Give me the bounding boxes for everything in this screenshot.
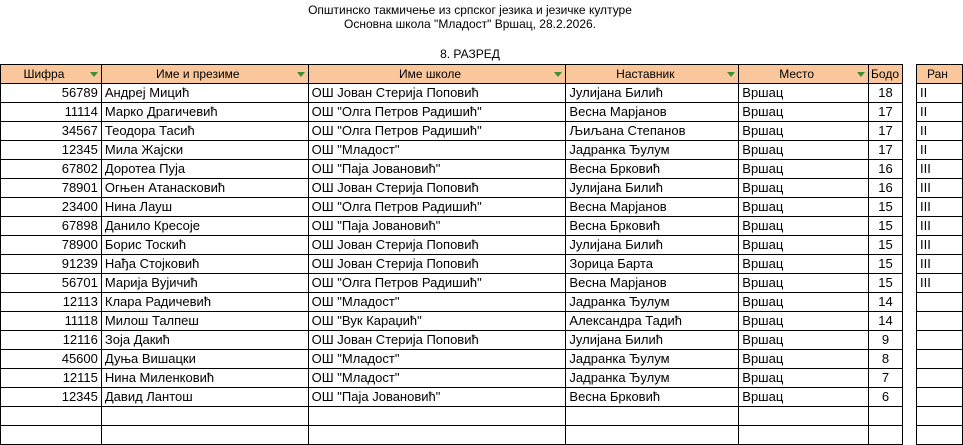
column-label: Наставник — [616, 67, 675, 81]
cell-skola[interactable]: ОШ "Младост" — [308, 350, 566, 369]
results-table — [0, 64, 963, 445]
cell-nastavnik[interactable]: Весна Марјанов — [566, 198, 739, 217]
cell-rang[interactable]: III — [916, 198, 962, 217]
cell-sifra[interactable]: 12113 — [1, 293, 102, 312]
cell-sifra[interactable]: 67802 — [1, 160, 102, 179]
cell-rang[interactable]: II — [916, 103, 962, 122]
cell-skola[interactable]: ОШ "Младост" — [308, 141, 566, 160]
column-gap — [903, 407, 917, 426]
table-row — [1, 141, 963, 160]
cell-sifra[interactable] — [1, 407, 102, 426]
cell-mesto[interactable]: Вршац — [739, 103, 869, 122]
cell-bodovi[interactable]: 18 — [869, 84, 903, 103]
column-gap — [903, 274, 917, 293]
cell-ime[interactable]: Нађа Стојковић — [101, 255, 308, 274]
table-row — [1, 274, 963, 293]
table-row — [1, 255, 963, 274]
column-label: Место — [779, 67, 815, 81]
column-gap — [903, 84, 917, 103]
cell-mesto[interactable]: Вршац — [739, 236, 869, 255]
table-row — [1, 198, 963, 217]
table-row — [1, 122, 963, 141]
document-subtitle: Основна школа "Младост" Вршац, 28.2.2026. — [343, 17, 596, 31]
column-gap — [903, 331, 917, 350]
table-row — [1, 426, 963, 445]
cell-skola[interactable]: ОШ "Паја Јовановић" — [308, 388, 566, 407]
column-label: Шифра — [23, 67, 65, 81]
cell-ime[interactable]: Доротеа Пуја — [101, 160, 308, 179]
table-row — [1, 350, 963, 369]
column-label: Име и презиме — [155, 67, 240, 81]
cell-sifra[interactable]: 45600 — [1, 350, 102, 369]
cell-sifra[interactable]: 12116 — [1, 331, 102, 350]
cell-ime[interactable]: Клара Радичевић — [101, 293, 308, 312]
cell-bodovi[interactable]: 16 — [869, 179, 903, 198]
cell-sifra[interactable]: 56701 — [1, 274, 102, 293]
cell-mesto[interactable]: Вршац — [739, 388, 869, 407]
cell-skola[interactable]: ОШ "Олга Петров Радишић" — [308, 198, 566, 217]
column-gap — [903, 255, 917, 274]
cell-sifra[interactable]: 11114 — [1, 103, 102, 122]
cell-sifra[interactable]: 11118 — [1, 312, 102, 331]
column-header-ime[interactable] — [101, 65, 308, 84]
cell-nastavnik[interactable]: Љиљана Степанов — [566, 122, 739, 141]
cell-ime[interactable] — [101, 407, 308, 426]
cell-nastavnik[interactable]: Јадранка Ђулум — [566, 369, 739, 388]
cell-nastavnik[interactable]: Јадранка Ђулум — [566, 293, 739, 312]
table-row — [1, 160, 963, 179]
cell-skola[interactable]: ОШ "Младост" — [308, 369, 566, 388]
table-row — [1, 407, 963, 426]
cell-rang[interactable] — [916, 388, 962, 407]
cell-mesto[interactable]: Вршац — [739, 122, 869, 141]
cell-sifra[interactable]: 23400 — [1, 198, 102, 217]
cell-skola[interactable]: ОШ "Олга Петров Радишић" — [308, 274, 566, 293]
table-row — [1, 312, 963, 331]
cell-mesto[interactable]: Вршац — [739, 255, 869, 274]
cell-rang[interactable] — [916, 426, 962, 445]
cell-nastavnik[interactable] — [566, 426, 739, 445]
cell-rang[interactable]: II — [916, 84, 962, 103]
cell-nastavnik[interactable]: Весна Брковић — [566, 160, 739, 179]
cell-ime[interactable]: Дуња Вишацки — [101, 350, 308, 369]
cell-nastavnik[interactable]: Јулијана Билић — [566, 236, 739, 255]
cell-rang[interactable]: III — [916, 217, 962, 236]
cell-mesto[interactable]: Вршац — [739, 369, 869, 388]
column-gap — [903, 217, 917, 236]
cell-nastavnik[interactable]: Јадранка Ђулум — [566, 141, 739, 160]
cell-bodovi[interactable]: 17 — [869, 141, 903, 160]
cell-rang[interactable]: III — [916, 255, 962, 274]
cell-nastavnik[interactable] — [566, 407, 739, 426]
cell-bodovi[interactable]: 16 — [869, 160, 903, 179]
cell-nastavnik[interactable]: Јулијана Билић — [566, 84, 739, 103]
cell-skola[interactable]: ОШ Јован Стерија Поповић — [308, 331, 566, 350]
cell-rang[interactable] — [916, 369, 962, 388]
cell-ime[interactable]: Данило Кресоје — [101, 217, 308, 236]
cell-nastavnik[interactable]: Јадранка Ђулум — [566, 350, 739, 369]
cell-nastavnik[interactable]: Јулијана Билић — [566, 331, 739, 350]
table-row — [1, 84, 963, 103]
column-gap — [903, 350, 917, 369]
cell-bodovi[interactable] — [869, 426, 903, 445]
table-row — [1, 179, 963, 198]
column-header-sifra[interactable] — [1, 65, 102, 84]
cell-skola[interactable] — [308, 407, 566, 426]
cell-skola[interactable]: ОШ "Олга Петров Радишић" — [308, 122, 566, 141]
cell-skola[interactable]: ОШ Јован Стерија Поповић — [308, 236, 566, 255]
cell-skola[interactable]: ОШ Јован Стерија Поповић — [308, 255, 566, 274]
cell-rang[interactable] — [916, 312, 962, 331]
table-row — [1, 369, 963, 388]
cell-skola[interactable]: ОШ "Вук Караџић" — [308, 312, 566, 331]
cell-rang[interactable]: III — [916, 236, 962, 255]
column-label: Бодо — [871, 67, 900, 81]
cell-ime[interactable]: Борис Тоскић — [101, 236, 308, 255]
cell-mesto[interactable]: Вршац — [739, 198, 869, 217]
cell-ime[interactable]: Огњен Атанасковић — [101, 179, 308, 198]
cell-skola[interactable]: ОШ "Паја Јовановић" — [308, 217, 566, 236]
cell-mesto[interactable]: Вршац — [739, 274, 869, 293]
cell-rang[interactable]: II — [916, 141, 962, 160]
cell-bodovi[interactable]: 15 — [869, 255, 903, 274]
cell-sifra[interactable]: 91239 — [1, 255, 102, 274]
column-gap — [903, 179, 917, 198]
cell-ime[interactable]: Андреј Мицић — [101, 84, 308, 103]
column-header-rang[interactable] — [916, 65, 962, 84]
cell-sifra[interactable]: 78901 — [1, 179, 102, 198]
column-gap — [903, 236, 917, 255]
cell-sifra[interactable]: 12345 — [1, 388, 102, 407]
cell-ime[interactable]: Давид Лантош — [101, 388, 308, 407]
column-gap — [903, 65, 917, 84]
cell-rang[interactable] — [916, 407, 962, 426]
cell-mesto[interactable] — [739, 426, 869, 445]
cell-bodovi[interactable]: 14 — [869, 293, 903, 312]
cell-bodovi[interactable]: 7 — [869, 369, 903, 388]
cell-rang[interactable]: III — [916, 274, 962, 293]
cell-sifra[interactable] — [1, 426, 102, 445]
cell-bodovi[interactable]: 15 — [869, 274, 903, 293]
cell-ime[interactable] — [101, 426, 308, 445]
table-row — [1, 103, 963, 122]
column-gap — [903, 426, 917, 445]
table-row — [1, 388, 963, 407]
cell-nastavnik[interactable]: Весна Брковић — [566, 388, 739, 407]
cell-mesto[interactable]: Вршац — [739, 312, 869, 331]
grade-heading: 8. РАЗРЕД — [440, 47, 500, 61]
cell-ime[interactable]: Мила Жајски — [101, 141, 308, 160]
cell-rang[interactable]: III — [916, 160, 962, 179]
cell-skola[interactable]: ОШ "Младост" — [308, 293, 566, 312]
filter-dropdown-icon[interactable] — [856, 69, 866, 79]
cell-ime[interactable]: Зоја Дакић — [101, 331, 308, 350]
filter-dropdown-icon[interactable] — [726, 69, 736, 79]
cell-mesto[interactable]: Вршац — [739, 179, 869, 198]
column-gap — [903, 141, 917, 160]
cell-sifra[interactable]: 78900 — [1, 236, 102, 255]
column-header-mesto[interactable] — [739, 65, 869, 84]
cell-ime[interactable]: Нина Лауш — [101, 198, 308, 217]
cell-mesto[interactable]: Вршац — [739, 160, 869, 179]
cell-nastavnik[interactable]: Весна Марјанов — [566, 103, 739, 122]
cell-bodovi[interactable] — [869, 407, 903, 426]
cell-rang[interactable]: III — [916, 179, 962, 198]
cell-bodovi[interactable]: 17 — [869, 103, 903, 122]
column-gap — [903, 369, 917, 388]
cell-mesto[interactable]: Вршац — [739, 84, 869, 103]
column-gap — [903, 160, 917, 179]
column-header-skola[interactable] — [308, 65, 566, 84]
column-gap — [903, 122, 917, 141]
cell-ime[interactable]: Теодора Тасић — [101, 122, 308, 141]
cell-skola[interactable]: ОШ Јован Стерија Поповић — [308, 179, 566, 198]
column-gap — [903, 198, 917, 217]
document-title: Општинско такмичење из српског језика и језичке културе — [308, 3, 632, 17]
cell-bodovi[interactable]: 8 — [869, 350, 903, 369]
cell-skola[interactable] — [308, 426, 566, 445]
cell-mesto[interactable]: Вршац — [739, 350, 869, 369]
cell-mesto[interactable] — [739, 407, 869, 426]
column-label: Име школе — [399, 67, 462, 81]
cell-nastavnik[interactable]: Јулијана Билић — [566, 179, 739, 198]
cell-rang[interactable] — [916, 331, 962, 350]
filter-dropdown-icon[interactable] — [553, 69, 563, 79]
cell-bodovi[interactable]: 15 — [869, 236, 903, 255]
table-row — [1, 217, 963, 236]
cell-bodovi[interactable]: 15 — [869, 198, 903, 217]
column-label: Ран — [926, 67, 948, 81]
table-row — [1, 331, 963, 350]
cell-sifra[interactable]: 12345 — [1, 141, 102, 160]
cell-ime[interactable]: Нина Миленковић — [101, 369, 308, 388]
column-gap — [903, 388, 917, 407]
column-gap — [903, 103, 917, 122]
cell-bodovi[interactable]: 6 — [869, 388, 903, 407]
cell-mesto[interactable]: Вршац — [739, 293, 869, 312]
cell-ime[interactable]: Милош Талпеш — [101, 312, 308, 331]
cell-mesto[interactable]: Вршац — [739, 141, 869, 160]
column-gap — [903, 312, 917, 331]
cell-sifra[interactable]: 56789 — [1, 84, 102, 103]
cell-mesto[interactable]: Вршац — [739, 331, 869, 350]
cell-nastavnik[interactable]: Весна Марјанов — [566, 274, 739, 293]
table-row — [1, 293, 963, 312]
cell-skola[interactable]: ОШ Јован Стерија Поповић — [308, 84, 566, 103]
cell-sifra[interactable]: 67898 — [1, 217, 102, 236]
cell-sifra[interactable]: 12115 — [1, 369, 102, 388]
cell-skola[interactable]: ОШ "Паја Јовановић" — [308, 160, 566, 179]
cell-sifra[interactable]: 34567 — [1, 122, 102, 141]
cell-bodovi[interactable]: 14 — [869, 312, 903, 331]
cell-bodovi[interactable]: 17 — [869, 122, 903, 141]
cell-ime[interactable]: Марко Драгичевић — [101, 103, 308, 122]
header-row — [1, 65, 963, 84]
filter-dropdown-icon[interactable] — [296, 69, 306, 79]
cell-rang[interactable]: II — [916, 122, 962, 141]
column-header-nastavnik[interactable] — [566, 65, 739, 84]
cell-rang[interactable] — [916, 350, 962, 369]
cell-nastavnik[interactable]: Зорица Барта — [566, 255, 739, 274]
cell-nastavnik[interactable]: Александра Тадић — [566, 312, 739, 331]
column-header-bodovi[interactable] — [869, 65, 903, 84]
column-gap — [903, 293, 917, 312]
cell-nastavnik[interactable]: Весна Брковић — [566, 217, 739, 236]
cell-mesto[interactable]: Вршац — [739, 217, 869, 236]
cell-bodovi[interactable]: 9 — [869, 331, 903, 350]
cell-rang[interactable] — [916, 293, 962, 312]
table-row — [1, 236, 963, 255]
cell-bodovi[interactable]: 15 — [869, 217, 903, 236]
filter-dropdown-icon[interactable] — [89, 69, 99, 79]
cell-ime[interactable]: Марија Вујичић — [101, 274, 308, 293]
cell-skola[interactable]: ОШ "Олга Петров Радишић" — [308, 103, 566, 122]
